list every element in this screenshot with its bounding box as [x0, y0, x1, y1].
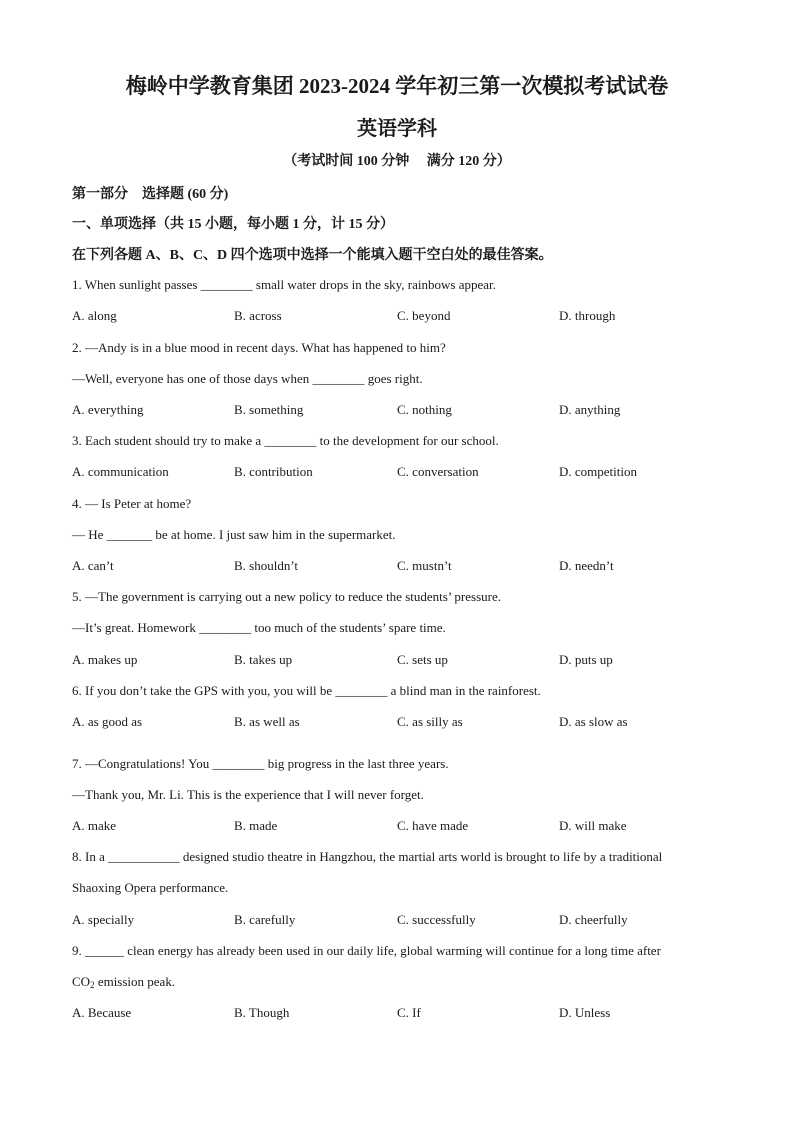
q1-option-c: C. beyond: [397, 308, 451, 323]
q6-option-b: B. as well as: [234, 714, 300, 729]
question-7-stem: 7. —Congratulations! You ________ big progress in the last three years.: [72, 756, 449, 771]
question-4-reply: — He _______ be at home. I just saw him in the supermarket.: [72, 527, 396, 542]
q4-option-d: D. needn’t: [559, 558, 614, 573]
co2-rest: emission peak.: [94, 974, 176, 989]
question-5-stem: 5. —The government is carrying out a new policy to reduce the students’ pressure.: [72, 589, 501, 604]
exam-info: （考试时间 100 分钟 满分 120 分）: [283, 154, 511, 169]
q6-option-d: D. as slow as: [559, 714, 628, 729]
question-9-stem: 9. ______ clean energy has already been used in our daily life, global warming will continue for a long time after: [72, 943, 661, 958]
q2-option-a: A. everything: [72, 402, 144, 417]
q7-option-c: C. have made: [397, 818, 469, 833]
q1-option-d: D. through: [559, 308, 616, 323]
q3-option-c: C. conversation: [397, 464, 479, 479]
exam-title: 梅岭中学教育集团 2023-2024 学年初三第一次模拟考试试卷: [125, 74, 669, 98]
q4-option-c: C. mustn’t: [397, 558, 452, 573]
q9-option-c: C. If: [397, 1005, 421, 1020]
q4-option-a: A. can’t: [72, 558, 114, 573]
part-heading: 第一部分 选择题 (60 分): [72, 187, 229, 202]
question-7-reply: —Thank you, Mr. Li. This is the experience that I will never forget.: [72, 787, 424, 802]
question-5-reply: —It’s great. Homework ________ too much of the students’ spare time.: [72, 620, 446, 635]
q4-option-b: B. shouldn’t: [234, 558, 299, 573]
q8-option-c: C. successfully: [397, 912, 476, 927]
section-heading: 一、单项选择（共 15 小题，每小题 1 分，计 15 分）: [72, 217, 394, 232]
q5-option-d: D. puts up: [559, 652, 613, 667]
q1-option-a: A. along: [72, 308, 117, 323]
q6-option-c: C. as silly as: [397, 714, 463, 729]
instruction-text: 在下列各题 A、B、C、D 四个选项中选择一个能填入题干空白处的最佳答案。: [72, 248, 553, 263]
question-2-reply: —Well, everyone has one of those days when ________ goes right.: [72, 371, 423, 386]
question-1-stem: 1. When sunlight passes ________ small water drops in the sky, rainbows appear.: [72, 277, 496, 292]
q5-option-c: C. sets up: [397, 652, 448, 667]
q9-option-d: D. Unless: [559, 1005, 611, 1020]
q8-option-a: A. specially: [72, 912, 135, 927]
question-6-stem: 6. If you don’t take the GPS with you, you will be ________ a blind man in the rainforest.: [72, 683, 541, 698]
q1-option-b: B. across: [234, 308, 282, 323]
q8-option-b: B. carefully: [234, 912, 296, 927]
question-3-stem: 3. Each student should try to make a ________ to the development for our school.: [72, 433, 499, 448]
q5-option-a: A. makes up: [72, 652, 138, 667]
question-4-stem: 4. — Is Peter at home?: [72, 496, 192, 511]
co2-prefix: CO: [72, 974, 91, 989]
q7-option-b: B. made: [234, 818, 278, 833]
q7-option-d: D. will make: [559, 818, 627, 833]
q6-option-a: A. as good as: [72, 714, 143, 729]
q7-option-a: A. make: [72, 818, 117, 833]
q3-option-b: B. contribution: [234, 464, 313, 479]
question-8-stem: 8. In a ___________ designed studio theatre in Hangzhou, the martial arts world is brought to life by a traditional: [72, 849, 663, 864]
q2-option-d: D. anything: [559, 402, 621, 417]
question-9-stem-continued: [72, 974, 722, 990]
co2-subscript: 2: [90, 980, 95, 990]
q3-option-a: A. communication: [72, 464, 169, 479]
question-8-stem-continued: Shaoxing Opera performance.: [72, 880, 229, 895]
q9-option-a: A. Because: [72, 1005, 132, 1020]
exam-subject: 英语学科: [357, 118, 437, 140]
q9-option-b: B. Though: [234, 1005, 290, 1020]
question-2-stem: 2. —Andy is in a blue mood in recent days. What has happened to him?: [72, 340, 446, 355]
q2-option-b: B. something: [234, 402, 304, 417]
q3-option-d: D. competition: [559, 464, 637, 479]
q5-option-b: B. takes up: [234, 652, 293, 667]
q8-option-d: D. cheerfully: [559, 912, 628, 927]
q2-option-c: C. nothing: [397, 402, 452, 417]
